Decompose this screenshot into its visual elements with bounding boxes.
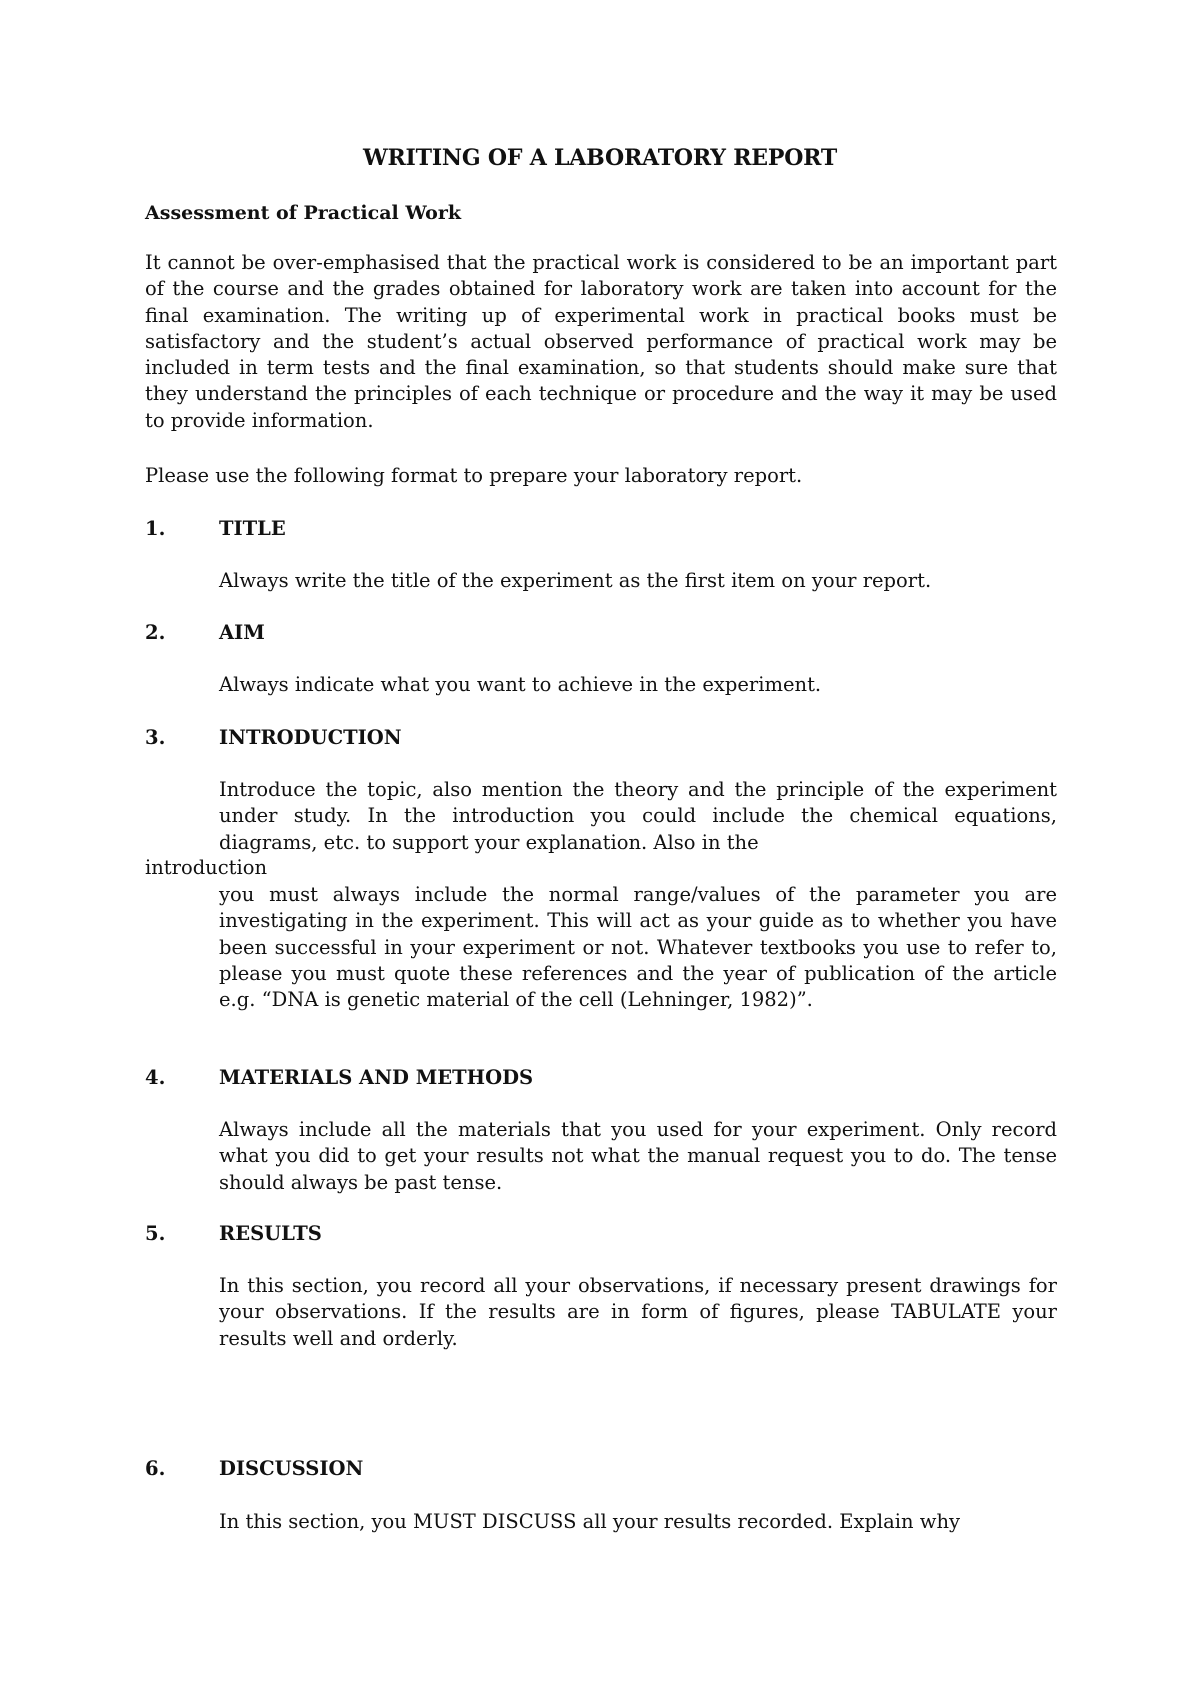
section-body-4: Always include all the materials that you used for your experiment. Only record what you did to get your results not what the manual request you to do. The tense should always be past tense. bbox=[219, 1118, 1057, 1194]
section-body-5: In this section, you record all your observations, if necessary present drawings for your observations. If the results are in form of figures, please TABULATE your results well and orderly. bbox=[219, 1274, 1057, 1350]
section-number-3: 3. bbox=[145, 726, 166, 749]
section-subheading: Assessment of Practical Work bbox=[145, 202, 461, 224]
format-instruction: Please use the following format to prepare your laboratory report. bbox=[145, 464, 803, 487]
section-number-5: 5. bbox=[145, 1222, 166, 1245]
section-title-5: RESULTS bbox=[219, 1222, 322, 1245]
section-body-1: Always write the title of the experiment as the first item on your report. bbox=[219, 569, 932, 592]
section-number-6: 6. bbox=[145, 1457, 166, 1480]
section-number-1: 1. bbox=[145, 517, 166, 540]
section-title-3: INTRODUCTION bbox=[219, 726, 402, 749]
section-body-3-part1: Introduce the topic, also mention the theory and the principle of the experiment under study. In the introduction you could include the chemical equations, diagrams, etc. to support your explanation. Also in the bbox=[219, 778, 1057, 854]
section-body-3-part2: you must always include the normal range/values of the parameter you are investigating in the experiment. This will act as your guide as to whether you have been successful in your experiment or not. Whatever textbooks you use to refer to, please you must quote these references and the year of publication of the article e.g. “DNA is genetic material of the cell (Lehninger, 1982)”. bbox=[219, 883, 1057, 1012]
document-title: WRITING OF A LABORATORY REPORT bbox=[362, 145, 838, 171]
section-title-6: DISCUSSION bbox=[219, 1457, 364, 1480]
section-body-2: Always indicate what you want to achieve in the experiment. bbox=[219, 673, 822, 696]
section-title-2: AIM bbox=[219, 621, 265, 644]
section-title-4: MATERIALS AND METHODS bbox=[219, 1066, 534, 1089]
section-body-3-outdent: introduction bbox=[145, 856, 268, 879]
intro-paragraph: It cannot be over-emphasised that the practical work is considered to be an important part of the course and the grades obtained for laboratory work are taken into account for the final examination. The writing up of experimental work in practical books must be satisfactory and the student’s actual observed performance of practical work may be included in term tests and the final examination, so that students should make sure that they understand the principles of each technique or procedure and the way it may be used to provide information. bbox=[145, 251, 1057, 432]
section-title-1: TITLE bbox=[219, 517, 286, 540]
section-number-4: 4. bbox=[145, 1066, 166, 1089]
section-body-6: In this section, you MUST DISCUSS all your results recorded. Explain why bbox=[219, 1510, 961, 1533]
section-number-2: 2. bbox=[145, 621, 166, 644]
